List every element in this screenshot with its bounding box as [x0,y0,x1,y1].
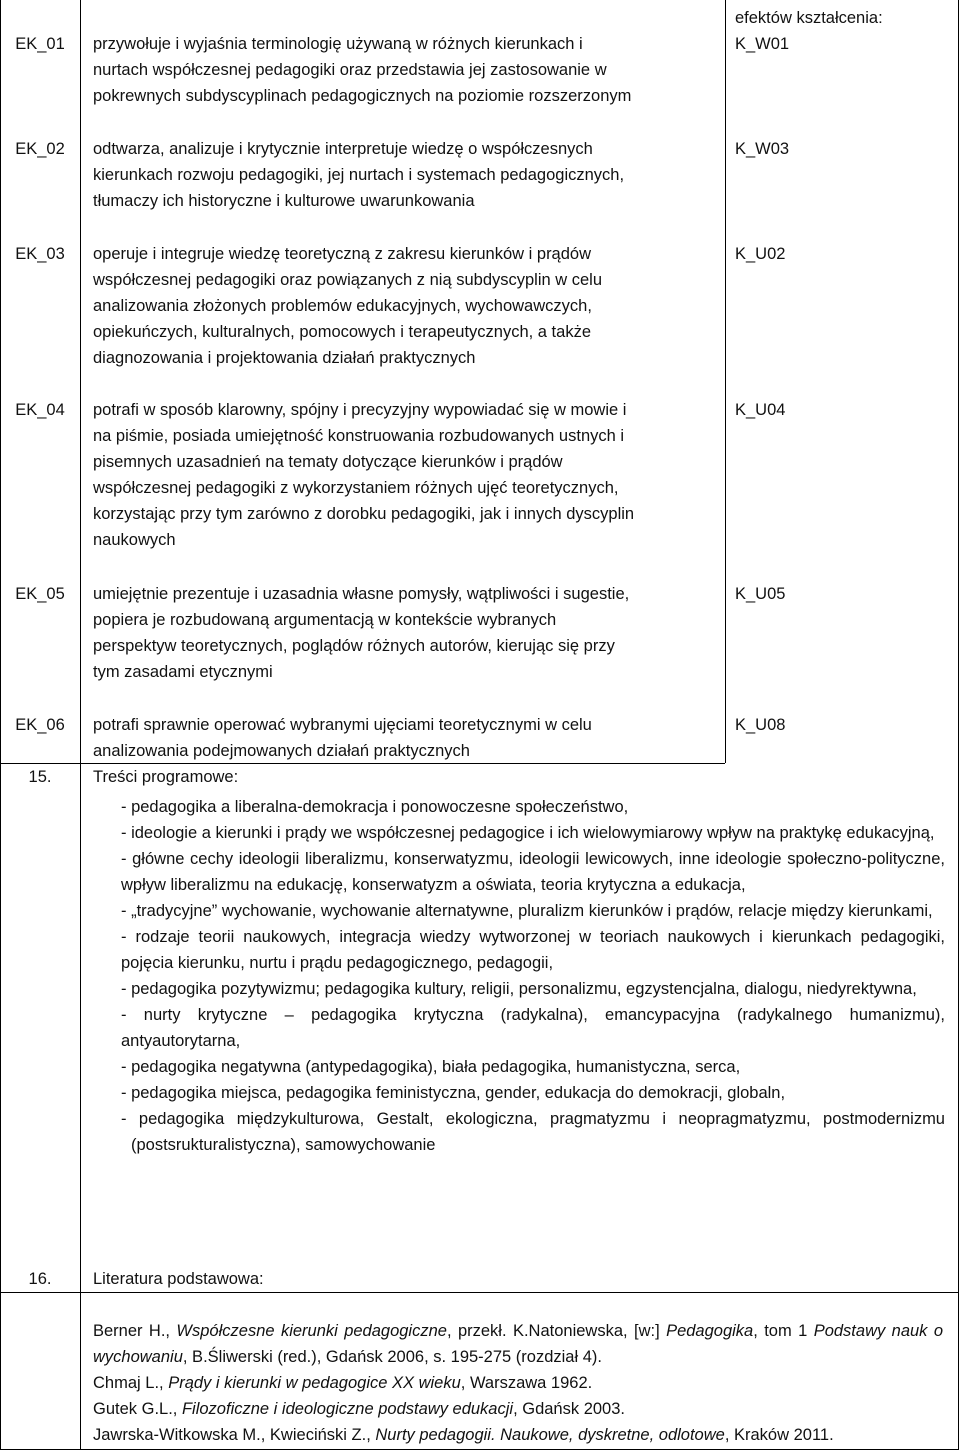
citation-part: , B.Śliwerski (red.), Gdańsk 2006, s. 195-275 (rozdział 4). [182,1348,602,1366]
section-15-number: 15. [28,768,52,786]
program-content-item: - pedagogika a liberalna-demokracja i ponowoczesne społeczeństwo, [121,798,629,816]
citation-part: Berner H., [93,1322,177,1340]
outcome-ref: K_U05 [735,585,786,603]
program-content-item: - pedagogika międzykulturowa, Gestalt, ekologiczna, pragmatyzmu i neopragmatyzmu, postmodernizmu (postsrukturalistyczna), samowychowanie [121,1110,945,1154]
program-content-item: - pedagogika miejsca, pedagogika feministyczna, gender, edukacja do demokracji, globaln, [121,1084,786,1102]
section-16-title: Literatura podstawowa: [93,1270,264,1288]
outcome-description [93,241,713,371]
citation-part: Chmaj L., [93,1374,169,1392]
outcome-code: EK_06 [15,716,65,734]
outcome-line: na piśmie, posiada umiejętność konstruowania rozbudowanych ustnych i [93,427,625,445]
ref-column-header [735,5,950,57]
outcome-line: przywołuje i wyjaśnia terminologię używaną w różnych kierunkach i [93,35,583,53]
section-15-title: Treści programowe: [93,768,239,786]
outcome-line: nurtach współczesnej pedagogiki oraz przedstawia jej zastosowanie w [93,61,607,79]
section-16-number: 16. [28,1270,52,1288]
outcome-line: popiera je rozbudowaną argumentacją w kontekście wybranych [93,611,557,629]
program-content-item: - pedagogika negatywna (antypedagogika), biała pedagogika, humanistyczna, serca, [121,1058,741,1076]
outcome-line: umiejętnie prezentuje i uzasadnia własne pomysły, wątpliwości i sugestie, [93,585,630,603]
outcome-line: diagnozowania i projektowania działań praktycznych [93,349,476,367]
program-content-item: - główne cechy ideologii liberalizmu, konserwatyzmu, ideologii lewicowych, inne ideologie społeczno-polityczne, wpływ liberalizmu na edukację, konserwatyzm a oświata, teoria krytyczna a edukacja, [121,850,945,894]
outcome-ref: K_U04 [735,401,786,419]
outcome-description [93,712,713,764]
outcome-line: współczesnej pedagogiki z wykorzystaniem różnych ujęć teoretycznych, [93,479,619,497]
program-content-item: - nurty krytyczne – pedagogika krytyczna (radykalna), emancypacyjna (radykalnego humanizmu), antyautorytarna, [121,1006,945,1050]
outcome-line: współczesnej pedagogiki oraz powiązanych z nią subdyscyplin w celu [93,271,603,289]
outcome-line: korzystając przy tym zarówno z dorobku pedagogiki, jak i innych dyscyplin [93,505,635,523]
citation-title: Nurty pedagogii. Naukowe, dyskretne, odlotowe [375,1426,725,1444]
outcome-line: pokrewnych subdyscyplinach pedagogicznych na poziomie rozszerzonym [93,87,632,105]
literature-item [93,1370,943,1396]
program-content-list [121,794,945,1158]
outcome-line: pisemnych uzasadnień na tematy dotyczące kierunków i prądów [93,453,563,471]
outcome-line: operuje i integruje wiedzę teoretyczną z zakresu kierunków i prądów [93,245,592,263]
citation-title: Podstawy nauk o wychowaniu [93,1322,943,1366]
outcome-line: analizowania podejmowanych działań praktycznych [93,742,470,760]
literature-item [93,1422,943,1448]
table-divider-code [80,0,81,1450]
citation-title: Prądy i kierunki w pedagogice XX wieku [168,1374,461,1392]
citation-part: , tom 1 [753,1322,814,1340]
outcome-line: analizowania złożonych problemów edukacyjnych, wychowawczych, [93,297,592,315]
outcome-line: naukowych [93,531,176,549]
literature-list [93,1318,943,1448]
citation-part: , Gdańsk 2003. [513,1400,625,1418]
outcome-ref: K_U02 [735,245,786,263]
outcome-line: tłumaczy ich historyczne i kulturowe uwarunkowania [93,192,475,210]
table-divider-ref [725,0,726,763]
outcome-code: EK_02 [15,140,65,158]
program-content-item: - rodzaje teorii naukowych, integracja wiedzy wytworzonej w teoriach naukowych i kierunkach pedagogiki, pojęcia kierunku, nurtu i prądu pedagogicznego, pedagogii, [121,928,945,972]
outcome-line: tym zasadami etycznymi [93,663,273,681]
outcome-description [93,581,713,685]
outcome-code: EK_04 [15,401,65,419]
outcome-line: opiekuńczych, kulturalnych, pomocowych i terapeutycznych, a także [93,323,591,341]
outcome-description [93,136,713,214]
outcome-code: EK_05 [15,585,65,603]
outcome-line: potrafi w sposób klarowny, spójny i precyzyjny wypowiadać się w mowie i [93,401,627,419]
table-border-right [958,0,959,1450]
outcome-ref: K_U08 [735,716,786,734]
outcome-line: kierunkach rozwoju pedagogiki, jej nurtach i systemach pedagogicznych, [93,166,625,184]
outcome-code: EK_03 [15,245,65,263]
citation-part: , Warszawa 1962. [460,1374,593,1392]
outcome-line: perspektyw teoretycznych, poglądów różnych autorów, kierując się przy [93,637,615,655]
literature-item [93,1318,943,1370]
citation-part: , Kraków 2011. [724,1426,834,1444]
program-content-item: - „tradycyjne” wychowanie, wychowanie alternatywne, pluralizm kierunków i prądów, relacje między kierunkami, [121,902,933,920]
citation-part: , przekł. K.Natoniewska, [w:] [446,1322,667,1340]
citation-title: Współczesne kierunki pedagogiczne [176,1322,447,1340]
ref-header-code: K_W01 [735,35,790,53]
program-content-item: - ideologie a kierunki i prądy we współczesnej pedagogice i ich wielowymiarowy wpływ na praktykę edukacyjną, [121,824,935,842]
outcome-description [93,31,713,109]
citation-part: Gutek G.L., [93,1400,182,1418]
citation-title: Filozoficzne i ideologiczne podstawy edukacji [181,1400,514,1418]
citation-title: Pedagogika [666,1322,754,1340]
literature-item [93,1396,943,1422]
ref-header-label: efektów kształcenia: [735,9,883,27]
outcome-description [93,397,713,553]
outcome-ref: K_W03 [735,140,790,158]
outcome-code: EK_01 [15,35,65,53]
outcome-line: odtwarza, analizuje i krytycznie interpretuje wiedzę o współczesnych [93,140,593,158]
outcome-line: potrafi sprawnie operować wybranymi ujęciami teoretycznymi w celu [93,716,592,734]
table-separator-section16 [0,1292,959,1293]
citation-part: Jawrska-Witkowska M., Kwieciński Z., [93,1426,376,1444]
program-content-item: - pedagogika pozytywizmu; pedagogika kultury, religii, personalizmu, egzystencjalna, dialogu, niedyrektywna, [121,980,917,998]
